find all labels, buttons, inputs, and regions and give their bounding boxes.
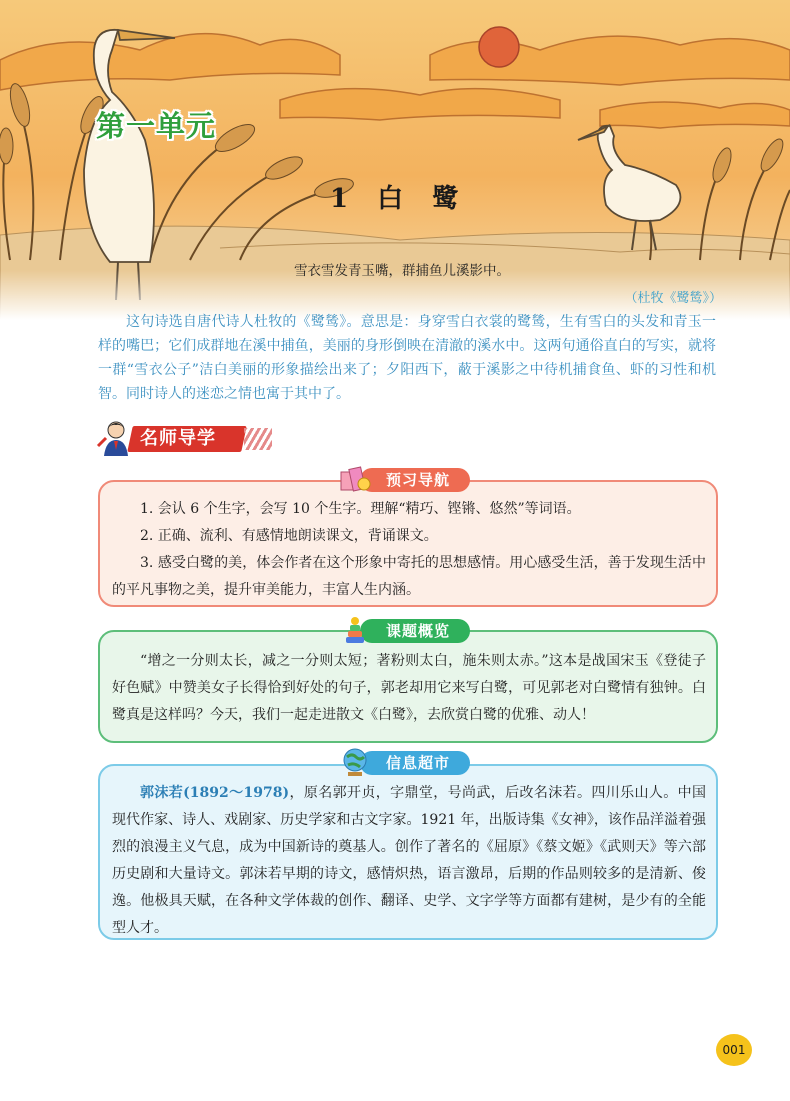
stacked-rings-icon: [338, 613, 372, 647]
preview-tag: [360, 468, 470, 492]
poem-source: （杜牧《鹭鸶》）: [624, 291, 722, 306]
poem-explanation: 这句诗选自唐代诗人杜牧的《鹭鸶》。意思是：身穿雪白衣裳的鹭鸶，生有雪白的头发和青玉一样的嘴巴；它们成群地在溪中捕鱼，美丽的身形倒映在清澈的溪水中。这两句通俗直白的写实，就将一群“雪衣公子”洁白美丽的形象描绘出来了；夕阳西下，蔽于溪影之中待机捕食鱼、虾的习性和机智。同时诗人的迷恋之情也寓于其中了。: [98, 314, 716, 402]
info-tag-label: 信息超市: [386, 754, 451, 772]
page-number: 001: [716, 1034, 752, 1066]
info-box: [98, 764, 718, 940]
info-tag: [360, 751, 470, 775]
overview-tag-label: 课题概览: [386, 622, 451, 640]
preview-box: [98, 480, 718, 607]
preview-item-3: 3. 感受白鹭的美，体会作者在这个形象中寄托的思想感情。用心感受生活，善于发现生活中的平凡事物之美，提升审美能力，丰富人生内涵。: [112, 555, 706, 598]
decorative-stripes: [244, 428, 272, 450]
teacher-icon: [94, 418, 134, 458]
author-bio: [112, 780, 706, 942]
author-name: 郭沫若(1892～1978): [140, 785, 290, 801]
globe-icon: [338, 745, 372, 779]
overview-text: “增之一分则太长，减之一分则太短；著粉则太白，施朱则太赤。”这本是战国宋玉《登徒子好色赋》中赞美女子长得恰到好处的句子，郭老却用它来写白鹭，可见郭老对白鹭情有独钟。白鹭真是这样吗？今天，我们一起走进散文《白鹭》，去欣赏白鹭的优雅、动人！: [112, 653, 706, 723]
books-icon: [338, 462, 372, 496]
poem-quote: 雪衣雪发青玉嘴，群捕鱼儿溪影中。: [294, 263, 510, 279]
preview-item-1: 1. 会认 6 个生字，会写 10 个生字。理解“精巧、铿锵、悠然”等词语。: [140, 501, 581, 517]
unit-title: 第一单元: [96, 109, 217, 143]
author-bio-text: ，原名郭开贞，字鼎堂，号尚武，后改名沫若。四川乐山人。中国现代作家、诗人、戏剧家、历史学家和古文字家。1921 年，出版诗集《女神》，该作品洋溢着强烈的浪漫主义气息，成为中国新诗的奠基人。创作了著名的《屈原》《蔡文姬》《武则天》等六部历史剧和大量诗文。郭沫若早期的诗文，感情炽热，语言激昂，后期的作品则较多的是清新、俊逸。他极具天赋，在各种文学体裁的创作、翻译、史学、文字学等方面都有建树，是少有的全能型人才。: [112, 785, 706, 936]
guide-badge-label: 名师导学: [140, 428, 216, 449]
guide-header: [92, 418, 292, 458]
overview-box: [98, 630, 718, 743]
preview-tag-label: 预习导航: [386, 471, 451, 489]
overview-tag: [360, 619, 470, 643]
lesson-banner: [0, 0, 790, 320]
guide-badge: [127, 426, 247, 452]
preview-item-2: 2. 正确、流利、有感情地朗读课文，背诵课文。: [140, 528, 438, 544]
lesson-title: 1 白 鹭: [330, 184, 469, 214]
